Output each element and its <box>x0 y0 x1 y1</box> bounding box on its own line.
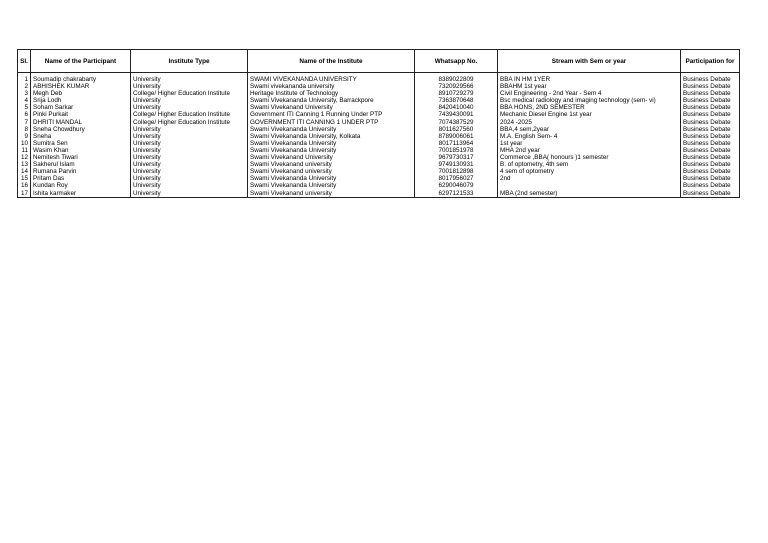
table-body <box>18 76 740 197</box>
cell-sl: 9 <box>18 133 31 140</box>
table-row <box>18 154 740 161</box>
cell-participation: Business Debate <box>681 90 740 97</box>
cell-institute-type: University <box>131 147 248 154</box>
cell-participation: Business Debate <box>681 140 740 147</box>
cell-institute-name: Swami Vivekanand university <box>248 190 415 198</box>
table-row <box>18 104 740 111</box>
cell-whatsapp: 8017956027 <box>415 175 498 182</box>
table-row <box>18 190 740 198</box>
cell-sl: 8 <box>18 126 31 133</box>
cell-participant-name: Wasim Khan <box>31 147 131 154</box>
cell-stream: BBA HONS, 2ND SEMESTER <box>498 104 681 111</box>
cell-institute-type: University <box>131 190 248 198</box>
header-whatsapp: Whatsapp No. <box>415 50 498 73</box>
cell-participant-name: Sumitra Sen <box>31 140 131 147</box>
cell-institute-type: University <box>131 140 248 147</box>
cell-sl: 14 <box>18 168 31 175</box>
cell-institute-name: Swami Vivekanand university <box>248 161 415 168</box>
cell-stream: BBAHM 1st year <box>498 83 681 90</box>
table-row <box>18 111 740 118</box>
cell-participation: Business Debate <box>681 168 740 175</box>
participants-table <box>17 49 740 198</box>
cell-participation: Business Debate <box>681 190 740 198</box>
cell-participant-name: Ishita karmaker <box>31 190 131 198</box>
cell-institute-name: SWAMI VIVEKANANDA UNIVERSITY <box>248 76 415 83</box>
table-row <box>18 97 740 104</box>
cell-whatsapp: 8789006061 <box>415 133 498 140</box>
cell-whatsapp: 6290046079 <box>415 182 498 189</box>
cell-sl: 7 <box>18 119 31 126</box>
table-row <box>18 168 740 175</box>
cell-institute-type: College/ Higher Education Institute <box>131 90 248 97</box>
header-institute-type: Institute Type <box>131 50 248 73</box>
header-participation: Participation for <box>681 50 740 73</box>
header-institute-name: Name of the Institute <box>248 50 415 73</box>
header-stream: Stream with Sem or year <box>498 50 681 73</box>
cell-participant-name: Rumana Parvin <box>31 168 131 175</box>
cell-institute-name: Government ITI Canning 1 Running Under PTP <box>248 111 415 118</box>
header-name: Name of the Participant <box>31 50 131 73</box>
header-sl: Sl. <box>18 50 31 73</box>
cell-whatsapp: 8389022809 <box>415 76 498 83</box>
table-row <box>18 83 740 90</box>
cell-participant-name: DHRITI MANDAL <box>31 119 131 126</box>
cell-stream: 2nd <box>498 175 681 182</box>
cell-sl: 10 <box>18 140 31 147</box>
table-row <box>18 90 740 97</box>
table-row <box>18 119 740 126</box>
cell-participant-name: Srija Lodh <box>31 97 131 104</box>
cell-institute-type: University <box>131 104 248 111</box>
cell-participation: Business Debate <box>681 182 740 189</box>
cell-participation: Business Debate <box>681 119 740 126</box>
cell-participation: Business Debate <box>681 147 740 154</box>
cell-sl: 16 <box>18 182 31 189</box>
cell-sl: 11 <box>18 147 31 154</box>
cell-institute-name: GOVERNMENT ITI CANNING 1 UNDER PTP <box>248 119 415 126</box>
cell-institute-name: Swami Vivekananda University, Barrackpore <box>248 97 415 104</box>
cell-whatsapp: 8910729279 <box>415 90 498 97</box>
cell-participation: Business Debate <box>681 154 740 161</box>
cell-participation: Business Debate <box>681 76 740 83</box>
cell-institute-type: University <box>131 97 248 104</box>
cell-participant-name: Sneha Chowdhury <box>31 126 131 133</box>
cell-institute-name: Swami Vivekananda University <box>248 175 415 182</box>
cell-institute-name: Heritage Institute of Technology <box>248 90 415 97</box>
cell-stream: 1st year <box>498 140 681 147</box>
cell-participant-name: Kundan Roy <box>31 182 131 189</box>
cell-whatsapp: 7074387529 <box>415 119 498 126</box>
cell-participation: Business Debate <box>681 83 740 90</box>
cell-institute-type: University <box>131 126 248 133</box>
cell-institute-type: College/ Higher Education Institute <box>131 119 248 126</box>
cell-institute-type: University <box>131 182 248 189</box>
cell-whatsapp: 7001851978 <box>415 147 498 154</box>
cell-participant-name: Soham Sarkar <box>31 104 131 111</box>
cell-whatsapp: 7320929566 <box>415 83 498 90</box>
table-row <box>18 133 740 140</box>
cell-participant-name: Megh Deb <box>31 90 131 97</box>
cell-stream: B. of optometry, 4th sem <box>498 161 681 168</box>
cell-participation: Business Debate <box>681 161 740 168</box>
cell-sl: 15 <box>18 175 31 182</box>
cell-whatsapp: 8017113964 <box>415 140 498 147</box>
cell-sl: 6 <box>18 111 31 118</box>
cell-sl: 12 <box>18 154 31 161</box>
cell-participant-name: Sneha <box>31 133 131 140</box>
cell-participation: Business Debate <box>681 111 740 118</box>
cell-whatsapp: 7001812898 <box>415 168 498 175</box>
cell-participant-name: Sakherul Islam <box>31 161 131 168</box>
cell-institute-type: University <box>131 133 248 140</box>
cell-sl: 5 <box>18 104 31 111</box>
cell-stream: Mechanic Diesel Engine 1st year <box>498 111 681 118</box>
cell-institute-name: Swami Vivekananda University <box>248 147 415 154</box>
cell-stream: 4 sem of optometry <box>498 168 681 175</box>
cell-institute-type: University <box>131 175 248 182</box>
cell-institute-name: Swami Vivekananda University <box>248 182 415 189</box>
cell-stream: M.A. English Sem- 4 <box>498 133 681 140</box>
cell-stream: Commerce ,BBA( honours )1 semester <box>498 154 681 161</box>
cell-whatsapp: 7439430091 <box>415 111 498 118</box>
cell-stream: Bsc medical radiology and imaging technology (sem- vi) <box>498 97 681 104</box>
cell-participation: Business Debate <box>681 97 740 104</box>
cell-participant-name: ABHISHEK KUMAR <box>31 83 131 90</box>
cell-institute-name: Swami Vivekananda University, Kolkata <box>248 133 415 140</box>
cell-institute-name: Swami Vivekanand University <box>248 104 415 111</box>
table-row <box>18 126 740 133</box>
cell-participation: Business Debate <box>681 133 740 140</box>
cell-institute-name: Swami Vivekanand university <box>248 168 415 175</box>
cell-stream: BBA,4 sem,2year <box>498 126 681 133</box>
cell-institute-name: Swami Vivekananda University <box>248 140 415 147</box>
cell-whatsapp: 6297121533 <box>415 190 498 198</box>
cell-institute-name: Swami vivekananda university <box>248 83 415 90</box>
cell-participant-name: Nemitesh Tiwari <box>31 154 131 161</box>
cell-institute-type: University <box>131 83 248 90</box>
cell-institute-type: University <box>131 76 248 83</box>
cell-sl: 13 <box>18 161 31 168</box>
cell-sl: 1 <box>18 76 31 83</box>
table-row <box>18 140 740 147</box>
cell-sl: 4 <box>18 97 31 104</box>
cell-institute-type: University <box>131 154 248 161</box>
cell-stream: 2024 -2025 <box>498 119 681 126</box>
cell-stream: MBA (2nd semester) <box>498 190 681 198</box>
cell-whatsapp: 8420410040 <box>415 104 498 111</box>
cell-participation: Business Debate <box>681 104 740 111</box>
cell-participation: Business Debate <box>681 126 740 133</box>
cell-whatsapp: 8011627560 <box>415 126 498 133</box>
spreadsheet-sheet <box>17 49 740 198</box>
cell-sl: 17 <box>18 190 31 198</box>
cell-participant-name: Soumadip chakrabarty <box>31 76 131 83</box>
cell-stream: MHA 2nd year <box>498 147 681 154</box>
cell-sl: 2 <box>18 83 31 90</box>
cell-participant-name: Pritam Das <box>31 175 131 182</box>
table-row <box>18 182 740 189</box>
cell-institute-name: Swami Vivekananda University <box>248 126 415 133</box>
cell-sl: 3 <box>18 90 31 97</box>
cell-stream: BBA IN HM 1YER <box>498 76 681 83</box>
cell-stream: Civil Engineering - 2nd Year - Sem 4 <box>498 90 681 97</box>
cell-participation: Business Debate <box>681 175 740 182</box>
cell-whatsapp: 7363870648 <box>415 97 498 104</box>
table-row <box>18 147 740 154</box>
table-row <box>18 76 740 83</box>
cell-institute-name: Swami Vivekanand University <box>248 154 415 161</box>
cell-stream <box>498 182 681 189</box>
cell-whatsapp: 9749130931 <box>415 161 498 168</box>
table-row <box>18 161 740 168</box>
cell-institute-type: University <box>131 168 248 175</box>
cell-institute-type: College/ Higher Education Institute <box>131 111 248 118</box>
table-row <box>18 175 740 182</box>
cell-participant-name: Pinki Purkait <box>31 111 131 118</box>
cell-whatsapp: 9679730317 <box>415 154 498 161</box>
header-row <box>18 50 740 73</box>
cell-institute-type: University <box>131 161 248 168</box>
